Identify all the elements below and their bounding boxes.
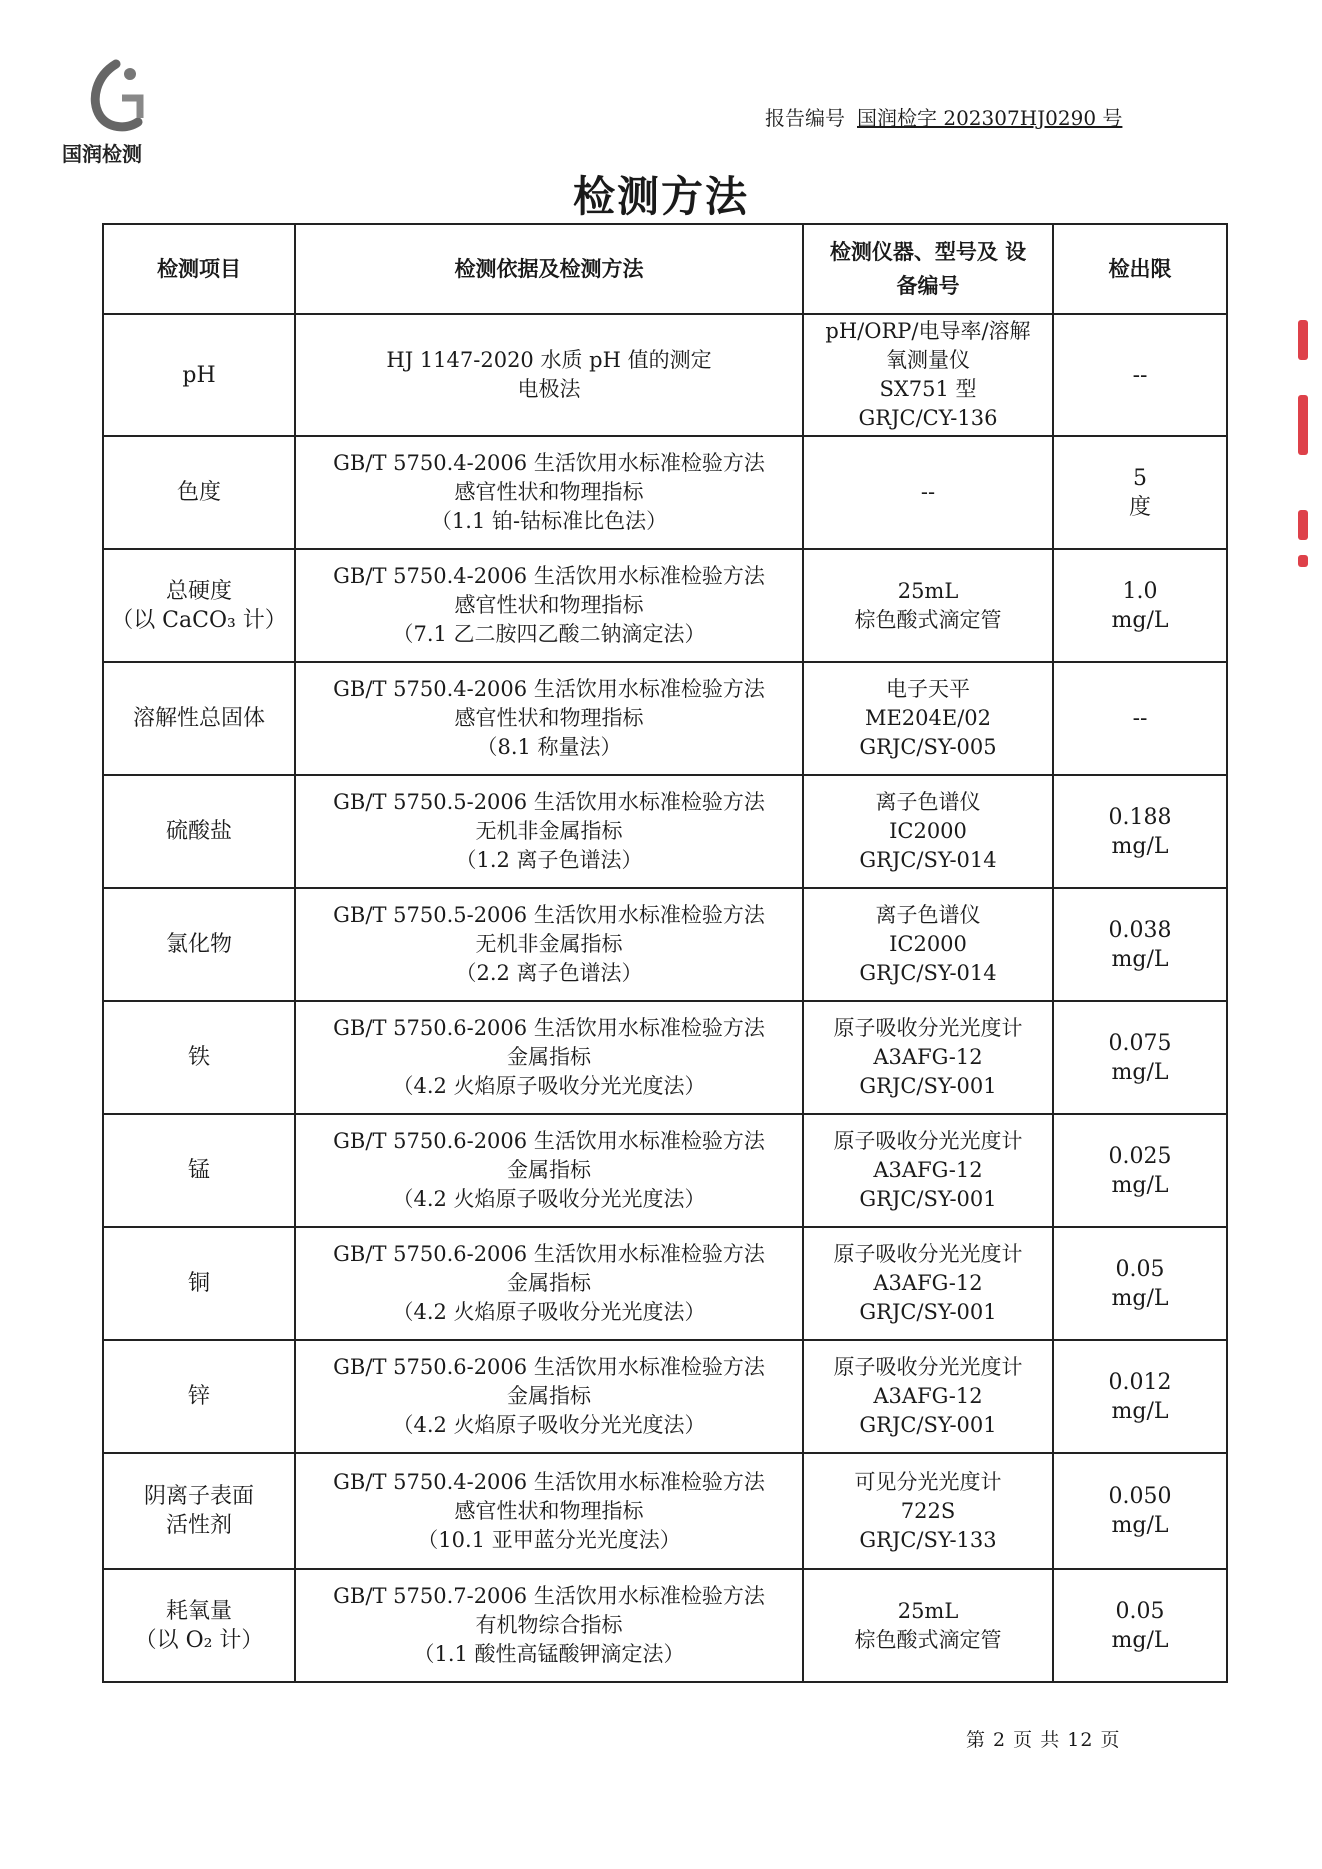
limit-line: mg/L	[1111, 607, 1169, 633]
header-method: 检测依据及检测方法	[295, 224, 803, 314]
item-cell	[103, 549, 295, 662]
limit-line: 度	[1128, 494, 1151, 520]
limit-line: 0.025	[1108, 1143, 1172, 1169]
instrument-line: A3AFG-12	[873, 1158, 983, 1182]
limit-line: mg/L	[1111, 1513, 1169, 1538]
method-cell	[295, 1114, 803, 1227]
instrument-line: 氧测量仪	[886, 348, 970, 372]
method-line: 感官性状和物理指标	[454, 1498, 644, 1523]
limit-line: mg/L	[1111, 1627, 1169, 1653]
method-line: （10.1 亚甲蓝分光光度法）	[417, 1527, 681, 1552]
instrument-line: A3AFG-12	[873, 1384, 983, 1408]
instrument-line: GRJC/SY-014	[859, 961, 997, 985]
method-line: 感官性状和物理指标	[454, 706, 644, 730]
method-line: GB/T 5750.6-2006 生活饮用水标准检验方法	[333, 1016, 765, 1040]
instrument-cell	[803, 436, 1053, 549]
instrument-line: 原子吸收分光光度计	[833, 1016, 1023, 1040]
method-line: GB/T 5750.4-2006 生活饮用水标准检验方法	[333, 1469, 765, 1494]
table-row	[103, 549, 1227, 662]
item-line: 铁	[187, 1045, 210, 1070]
limit-cell	[1053, 1453, 1227, 1569]
method-cell	[295, 1453, 803, 1569]
instrument-line: GRJC/SY-001	[859, 1300, 997, 1324]
instrument-line: 原子吸收分光光度计	[833, 1355, 1023, 1379]
instrument-line: 棕色酸式滴定管	[854, 607, 1002, 632]
instrument-line: 原子吸收分光光度计	[833, 1129, 1023, 1153]
instrument-line: 棕色酸式滴定管	[854, 1627, 1002, 1652]
instrument-line: --	[920, 480, 936, 504]
instrument-line: GRJC/SY-001	[859, 1413, 997, 1437]
method-line: （8.1 称量法）	[476, 735, 622, 759]
item-line: 色度	[176, 480, 221, 505]
instrument-line: pH/ORP/电导率/溶解	[825, 319, 1031, 343]
item-line: 锌	[187, 1384, 210, 1409]
table-row	[103, 888, 1227, 1001]
method-line: 有机物综合指标	[475, 1613, 623, 1637]
item-line: 活性剂	[165, 1513, 232, 1538]
item-cell	[103, 888, 295, 1001]
instrument-cell	[803, 1001, 1053, 1114]
header-limit: 检出限	[1053, 224, 1227, 314]
limit-line: 0.188	[1108, 804, 1172, 830]
limit-line: mg/L	[1111, 833, 1169, 859]
limit-cell	[1053, 1114, 1227, 1227]
stamp-mark	[1298, 395, 1308, 455]
instrument-line: GRJC/SY-005	[859, 735, 997, 759]
method-cell	[295, 662, 803, 775]
instrument-line: GRJC/SY-001	[859, 1187, 997, 1211]
stamp-mark	[1298, 320, 1308, 360]
item-line: 锰	[187, 1158, 210, 1183]
method-line: 感官性状和物理指标	[454, 593, 644, 617]
method-line: GB/T 5750.5-2006 生活饮用水标准检验方法	[333, 903, 765, 927]
method-line: GB/T 5750.6-2006 生活饮用水标准检验方法	[333, 1129, 765, 1153]
page-number: 第 2 页 共 12 页	[966, 1729, 1121, 1751]
method-line: HJ 1147-2020 水质 pH 值的测定	[386, 348, 712, 372]
item-cell	[103, 1569, 295, 1682]
header-instrument	[803, 224, 1053, 314]
method-line: GB/T 5750.4-2006 生活饮用水标准检验方法	[333, 677, 765, 701]
table-row	[103, 775, 1227, 888]
method-cell	[295, 888, 803, 1001]
instrument-cell	[803, 314, 1053, 436]
instrument-line: 原子吸收分光光度计	[833, 1242, 1023, 1266]
item-line: 阴离子表面	[143, 1484, 254, 1509]
methods-table	[102, 223, 1228, 1683]
limit-line: 5	[1133, 465, 1147, 491]
limit-line: mg/L	[1111, 1398, 1169, 1424]
table-row	[103, 1340, 1227, 1453]
method-line: 电极法	[517, 377, 581, 401]
method-line: 感官性状和物理指标	[454, 480, 644, 504]
item-cell	[103, 775, 295, 888]
limit-line: 0.05	[1115, 1598, 1165, 1624]
method-line: 金属指标	[507, 1045, 591, 1069]
method-line: （7.1 乙二胺四乙酸二钠滴定法）	[392, 622, 706, 646]
instrument-cell	[803, 1340, 1053, 1453]
method-line: （2.2 离子色谱法）	[455, 961, 643, 985]
instrument-line: A3AFG-12	[873, 1045, 983, 1069]
instrument-cell	[803, 775, 1053, 888]
method-line: （1.2 离子色谱法）	[455, 848, 643, 872]
method-cell	[295, 1227, 803, 1340]
item-line: 铜	[187, 1271, 210, 1296]
item-cell	[103, 314, 295, 436]
limit-cell	[1053, 888, 1227, 1001]
item-cell	[103, 1114, 295, 1227]
item-line: pH	[182, 362, 216, 388]
method-line: GB/T 5750.4-2006 生活饮用水标准检验方法	[333, 451, 765, 475]
instrument-line: SX751 型	[879, 377, 977, 401]
instrument-line: 可见分光光度计	[854, 1469, 1002, 1494]
page-title: 检测方法	[572, 172, 749, 221]
item-line: 硫酸盐	[165, 819, 232, 844]
method-cell	[295, 1569, 803, 1682]
limit-cell	[1053, 662, 1227, 775]
item-cell	[103, 662, 295, 775]
limit-line: mg/L	[1111, 946, 1169, 972]
limit-cell	[1053, 1227, 1227, 1340]
method-line: 金属指标	[507, 1158, 591, 1182]
item-line: 总硬度	[165, 578, 232, 604]
instrument-line: GRJC/SY-014	[859, 848, 997, 872]
stamp-mark	[1298, 510, 1308, 540]
limit-cell	[1053, 549, 1227, 662]
instrument-line: IC2000	[889, 819, 967, 843]
limit-cell	[1053, 1340, 1227, 1453]
report-number-label: 报告编号	[765, 106, 845, 130]
method-line: （1.1 酸性高锰酸钾滴定法）	[413, 1642, 685, 1666]
company-logo	[62, 58, 172, 166]
limit-line: mg/L	[1111, 1059, 1169, 1085]
method-line: （4.2 火焰原子吸收分光光度法）	[392, 1300, 706, 1324]
method-line: 金属指标	[507, 1271, 591, 1295]
instrument-line: IC2000	[889, 932, 967, 956]
table-header-row	[103, 224, 1227, 314]
table-row	[103, 1227, 1227, 1340]
item-cell	[103, 1227, 295, 1340]
table-row	[103, 436, 1227, 549]
limit-line: 0.038	[1108, 917, 1172, 943]
method-line: 无机非金属指标	[475, 932, 623, 956]
method-line: （4.2 火焰原子吸收分光光度法）	[392, 1187, 706, 1211]
limit-cell	[1053, 436, 1227, 549]
instrument-line: 离子色谱仪	[875, 903, 981, 927]
instrument-line: 25mL	[897, 1598, 959, 1623]
instrument-cell	[803, 1569, 1053, 1682]
instrument-line: GRJC/SY-001	[859, 1074, 997, 1098]
table-row	[103, 1001, 1227, 1114]
item-line: 氯化物	[165, 932, 232, 957]
method-line: GB/T 5750.5-2006 生活饮用水标准检验方法	[333, 790, 765, 814]
instrument-cell	[803, 662, 1053, 775]
report-number	[765, 102, 1122, 131]
limit-cell	[1053, 775, 1227, 888]
table-row	[103, 1114, 1227, 1227]
limit-line: 0.050	[1108, 1484, 1172, 1509]
item-line: 溶解性总固体	[132, 706, 265, 731]
limit-cell	[1053, 1001, 1227, 1114]
item-cell	[103, 436, 295, 549]
method-line: （4.2 火焰原子吸收分光光度法）	[392, 1413, 706, 1437]
limit-line: --	[1132, 706, 1148, 731]
limit-line: 1.0	[1122, 578, 1158, 604]
limit-line: 0.05	[1115, 1256, 1165, 1282]
method-line: 金属指标	[507, 1384, 591, 1408]
instrument-cell	[803, 1453, 1053, 1569]
instrument-line: A3AFG-12	[873, 1271, 983, 1295]
method-cell	[295, 549, 803, 662]
limit-cell	[1053, 314, 1227, 436]
method-line: GB/T 5750.4-2006 生活饮用水标准检验方法	[333, 564, 765, 588]
method-cell	[295, 1001, 803, 1114]
item-cell	[103, 1001, 295, 1114]
method-cell	[295, 1340, 803, 1453]
header-instrument-text: 检测仪器、型号及 设备编号	[829, 239, 1027, 298]
method-cell	[295, 314, 803, 436]
stamp-mark	[1298, 555, 1308, 567]
instrument-line: GRJC/CY-136	[858, 406, 998, 430]
limit-line: mg/L	[1111, 1172, 1169, 1198]
table-row	[103, 1453, 1227, 1569]
method-line: （1.1 铂-钴标准比色法）	[430, 509, 668, 533]
table-row	[103, 662, 1227, 775]
instrument-line: 电子天平	[886, 677, 970, 701]
item-line: （以 CaCO₃ 计）	[111, 607, 287, 633]
logo-text: 国润检测	[62, 142, 142, 166]
instrument-cell	[803, 1114, 1053, 1227]
limit-line: --	[1132, 362, 1148, 388]
limit-line: mg/L	[1111, 1285, 1169, 1311]
header-item: 检测项目	[103, 224, 295, 314]
instrument-line: 离子色谱仪	[875, 790, 981, 814]
instrument-cell	[803, 888, 1053, 1001]
item-line: 耗氧量	[165, 1598, 232, 1624]
limit-line: 0.075	[1108, 1030, 1172, 1056]
method-line: GB/T 5750.7-2006 生活饮用水标准检验方法	[333, 1584, 765, 1608]
method-line: GB/T 5750.6-2006 生活饮用水标准检验方法	[333, 1242, 765, 1266]
instrument-line: GRJC/SY-133	[859, 1527, 997, 1552]
instrument-cell	[803, 1227, 1053, 1340]
instrument-cell	[803, 549, 1053, 662]
item-line: （以 O₂ 计）	[134, 1627, 264, 1653]
item-cell	[103, 1340, 295, 1453]
method-line: 无机非金属指标	[475, 819, 623, 843]
table-row	[103, 314, 1227, 436]
limit-line: 0.012	[1108, 1369, 1172, 1395]
limit-cell	[1053, 1569, 1227, 1682]
method-cell	[295, 775, 803, 888]
method-line: GB/T 5750.6-2006 生活饮用水标准检验方法	[333, 1355, 765, 1379]
method-cell	[295, 436, 803, 549]
method-line: （4.2 火焰原子吸收分光光度法）	[392, 1074, 706, 1098]
table-row	[103, 1569, 1227, 1682]
table-body	[103, 314, 1227, 1682]
report-number-value: 国润检字 202307HJ0290 号	[857, 106, 1123, 130]
logo-g-icon	[86, 58, 148, 136]
instrument-line: 25mL	[897, 578, 959, 603]
instrument-line: 722S	[900, 1498, 956, 1523]
item-cell	[103, 1453, 295, 1569]
instrument-line: ME204E/02	[864, 706, 992, 730]
